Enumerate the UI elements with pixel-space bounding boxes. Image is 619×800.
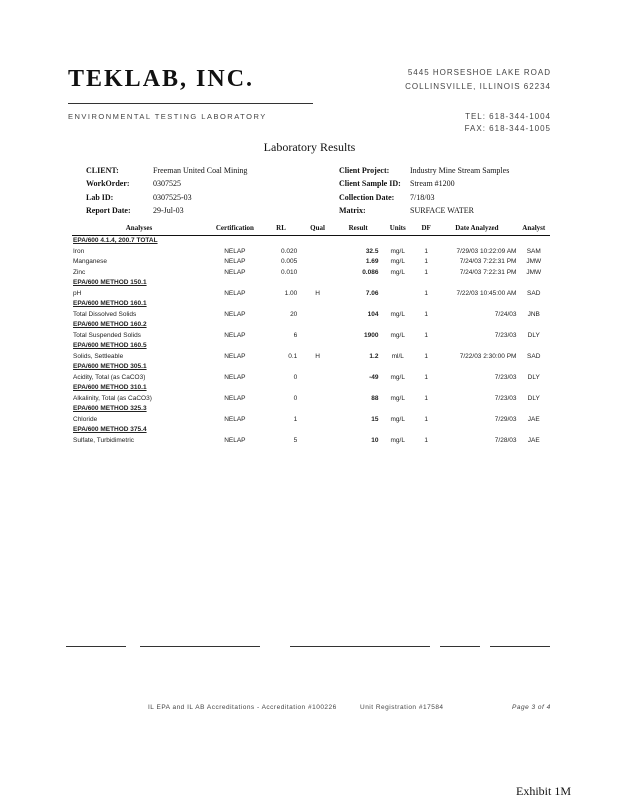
cell-certification: NELAP — [224, 268, 246, 276]
cell-date-analyzed: 7/24/03 7:22:31 PM — [459, 258, 517, 265]
cell-result: 88 — [371, 394, 379, 402]
cell-df: 1 — [424, 310, 428, 318]
cell-result: 15 — [371, 415, 379, 423]
cell-certification: NELAP — [224, 310, 246, 318]
footer-rule-2 — [140, 646, 260, 647]
footer-rule-1 — [66, 646, 126, 647]
method-header-row — [72, 404, 550, 415]
cell-analyst: SAM — [526, 247, 541, 255]
col-analyses: Analyses — [72, 222, 206, 236]
cell-qual — [298, 331, 337, 342]
cell-df: 1 — [424, 268, 428, 276]
colldate-value: 7/18/03 — [410, 193, 435, 202]
table-row — [72, 310, 550, 321]
cell-qual: H — [315, 352, 320, 360]
col-df: DF — [416, 222, 436, 236]
col-certification: Certification — [206, 222, 264, 236]
cell-analyte: Manganese — [73, 258, 107, 265]
cell-units: mg/L — [390, 373, 405, 381]
cell-df: 1 — [424, 394, 428, 402]
cell-analyst: JAE — [527, 436, 540, 444]
cell-certification: NELAP — [224, 394, 246, 402]
col-qual: Qual — [298, 222, 337, 236]
cell-analyte: Total Dissolved Solids — [73, 310, 137, 318]
cell-certification: NELAP — [224, 415, 246, 423]
cell-analyte: pH — [73, 289, 82, 297]
method-name: EPA/600 METHOD 160.5 — [73, 342, 147, 349]
table-row — [72, 415, 550, 426]
method-name: EPA/600 METHOD 160.1 — [73, 300, 147, 307]
cell-analyst: JMW — [526, 268, 542, 276]
cell-date-analyzed: 7/24/03 7:22:31 PM — [459, 268, 517, 276]
cell-qual — [298, 247, 337, 258]
cell-qual: H — [315, 289, 320, 297]
cell-analyte: Sulfate, Turbidimetric — [73, 436, 135, 444]
header-divider — [68, 103, 313, 104]
method-header-row — [72, 362, 550, 373]
method-header-row — [72, 278, 550, 289]
method-header-row — [72, 425, 550, 436]
method-header-row — [72, 236, 550, 247]
method-name: EPA/600 METHOD 375.4 — [73, 426, 147, 433]
cell-units: mg/L — [390, 247, 405, 255]
colldate-label: Collection Date: — [339, 193, 395, 202]
cell-result: -49 — [369, 373, 379, 381]
cell-date-analyzed: 7/28/03 — [494, 436, 517, 444]
method-name: EPA/600 METHOD 325.3 — [73, 405, 147, 412]
method-name: EPA/600 METHOD 310.1 — [73, 384, 147, 391]
cell-analyte: Total Suspended Solids — [73, 331, 141, 339]
table-row — [72, 373, 550, 384]
cell-qual — [298, 373, 337, 384]
cell-units: mg/L — [390, 258, 405, 265]
cell-units — [379, 289, 416, 300]
company-logo: TEKLAB, INC. — [68, 66, 255, 92]
cell-qual — [298, 268, 337, 279]
cell-result: 32.5 — [365, 247, 379, 255]
fax-line: FAX: 618-344-1005 — [464, 124, 551, 133]
method-header-row — [72, 383, 550, 394]
cell-certification: NELAP — [224, 352, 246, 360]
cell-df: 1 — [424, 258, 428, 265]
cell-analyte: Solids, Settleable — [73, 352, 124, 360]
sampleid-label: Client Sample ID: — [339, 179, 401, 188]
method-header-row — [72, 299, 550, 310]
project-value: Industry Mine Stream Samples — [410, 166, 510, 175]
method-name: EPA/600 METHOD 150.1 — [73, 279, 147, 286]
matrix-label: Matrix: — [339, 206, 366, 215]
cell-analyte: Chloride — [73, 415, 98, 423]
address-line-2: COLLINSVILLE, ILLINOIS 62234 — [405, 82, 551, 91]
project-label: Client Project: — [339, 166, 390, 175]
cell-analyst: DLY — [527, 394, 540, 402]
cell-certification: NELAP — [224, 258, 246, 265]
cell-units: mg/L — [390, 394, 405, 402]
cell-analyst: SAD — [527, 289, 541, 297]
labid-label: Lab ID: — [86, 193, 114, 202]
table-header-row — [72, 222, 550, 236]
cell-date-analyzed: 7/24/03 — [494, 310, 517, 318]
method-name: EPA/600 4.1.4, 200.7 TOTAL — [73, 237, 158, 244]
cell-certification: NELAP — [224, 289, 246, 297]
footer-accreditation: IL EPA and IL AB Accreditations - Accreditation #100226 — [148, 704, 337, 711]
tel-line: TEL: 618-344-1004 — [465, 112, 551, 121]
footer-rule-3 — [290, 646, 430, 647]
results-table — [72, 222, 550, 446]
method-header-row — [72, 320, 550, 331]
address-line-1: 5445 HORSESHOE LAKE ROAD — [407, 68, 551, 77]
cell-df: 1 — [424, 436, 428, 444]
col-rl: RL — [264, 222, 299, 236]
cell-qual — [298, 436, 337, 447]
cell-units: mg/L — [390, 310, 405, 318]
cell-date-analyzed: 7/29/03 — [494, 415, 517, 423]
cell-rl: 0 — [293, 373, 298, 381]
cell-df: 1 — [424, 289, 428, 297]
cell-qual — [298, 310, 337, 321]
cell-df: 1 — [424, 352, 428, 360]
cell-result: 10 — [371, 436, 379, 444]
cell-date-analyzed: 7/29/03 10:22:09 AM — [456, 247, 517, 255]
cell-date-analyzed: 7/23/03 — [494, 331, 517, 339]
cell-df: 1 — [424, 373, 428, 381]
cell-certification: NELAP — [224, 247, 246, 255]
footer-page-number: Page 3 of 4 — [512, 704, 551, 711]
cell-result: 104 — [367, 310, 379, 318]
exhibit-label: Exhibit 1M — [516, 784, 572, 798]
table-row — [72, 352, 550, 363]
table-row — [72, 331, 550, 342]
cell-result: 1.69 — [365, 258, 379, 265]
cell-qual — [298, 257, 337, 268]
cell-rl: 0.010 — [281, 268, 298, 276]
cell-date-analyzed: 7/23/03 — [494, 394, 517, 402]
cell-analyte: Zinc — [73, 268, 86, 276]
cell-rl: 5 — [293, 436, 298, 444]
footer-registration: Unit Registration #17584 — [360, 704, 444, 711]
cell-analyte: Iron — [73, 247, 85, 255]
cell-rl: 0.020 — [281, 247, 298, 255]
table-row — [72, 247, 550, 258]
cell-analyst: JAE — [527, 415, 540, 423]
cell-rl: 6 — [293, 331, 298, 339]
cell-rl: 0.005 — [281, 258, 298, 265]
reportdate-label: Report Date: — [86, 206, 131, 215]
cell-date-analyzed: 7/22/03 2:30:00 PM — [459, 352, 517, 360]
cell-date-analyzed: 7/22/03 10:45:00 AM — [456, 289, 517, 297]
cell-df: 1 — [424, 247, 428, 255]
table-row — [72, 257, 550, 268]
cell-qual — [298, 394, 337, 405]
table-row — [72, 436, 550, 447]
sampleid-value: Stream #1200 — [410, 179, 455, 188]
cell-qual — [298, 415, 337, 426]
cell-rl: 1 — [293, 415, 298, 423]
page-title: Laboratory Results — [263, 140, 356, 154]
cell-analyst: JNB — [527, 310, 540, 318]
cell-result: 1900 — [364, 331, 379, 339]
method-header-row — [72, 341, 550, 352]
cell-certification: NELAP — [224, 373, 246, 381]
lab-subtitle: ENVIRONMENTAL TESTING LABORATORY — [68, 112, 267, 121]
cell-date-analyzed: 7/23/03 — [494, 373, 517, 381]
client-value: Freeman United Coal Mining — [153, 166, 248, 175]
matrix-value: SURFACE WATER — [410, 206, 474, 215]
workorder-label: WorkOrder: — [86, 179, 130, 188]
footer-rule-4 — [440, 646, 480, 647]
cell-analyte: Alkalinity, Total (as CaCO3) — [73, 394, 152, 402]
cell-rl: 20 — [290, 310, 298, 318]
cell-result: 1.2 — [369, 352, 379, 360]
cell-units: mg/L — [390, 268, 405, 276]
table-row — [72, 289, 550, 300]
method-name: EPA/600 METHOD 305.1 — [73, 363, 147, 370]
cell-analyst: DLY — [527, 373, 540, 381]
col-result: Result — [337, 222, 380, 236]
cell-certification: NELAP — [224, 331, 246, 339]
cell-units: mg/L — [390, 331, 405, 339]
cell-result: 7.06 — [365, 289, 379, 297]
cell-df: 1 — [424, 415, 428, 423]
cell-certification: NELAP — [224, 436, 246, 444]
reportdate-value: 29-Jul-03 — [153, 206, 184, 215]
method-name: EPA/600 METHOD 160.2 — [73, 321, 147, 328]
footer-rule-5 — [490, 646, 550, 647]
cell-rl: 0 — [293, 394, 298, 402]
cell-analyte: Acidity, Total (as CaCO3) — [73, 373, 146, 381]
col-units: Units — [379, 222, 416, 236]
workorder-value: 0307525 — [153, 179, 181, 188]
cell-df: 1 — [424, 331, 428, 339]
col-analyst: Analyst — [517, 222, 550, 236]
cell-rl: 0.1 — [288, 352, 298, 360]
labid-value: 0307525-03 — [153, 193, 192, 202]
cell-rl: 1.00 — [284, 289, 298, 297]
col-date-analyzed: Date Analyzed — [436, 222, 517, 236]
cell-result: 0.086 — [362, 268, 379, 276]
cell-units: ml/L — [391, 352, 404, 360]
cell-analyst: DLY — [527, 331, 540, 339]
client-label: CLIENT: — [86, 166, 119, 175]
cell-analyst: JMW — [526, 258, 542, 265]
cell-units: mg/L — [390, 415, 405, 423]
cell-analyst: SAD — [527, 352, 541, 360]
table-row — [72, 268, 550, 279]
table-row — [72, 394, 550, 405]
cell-units: mg/L — [390, 436, 405, 444]
